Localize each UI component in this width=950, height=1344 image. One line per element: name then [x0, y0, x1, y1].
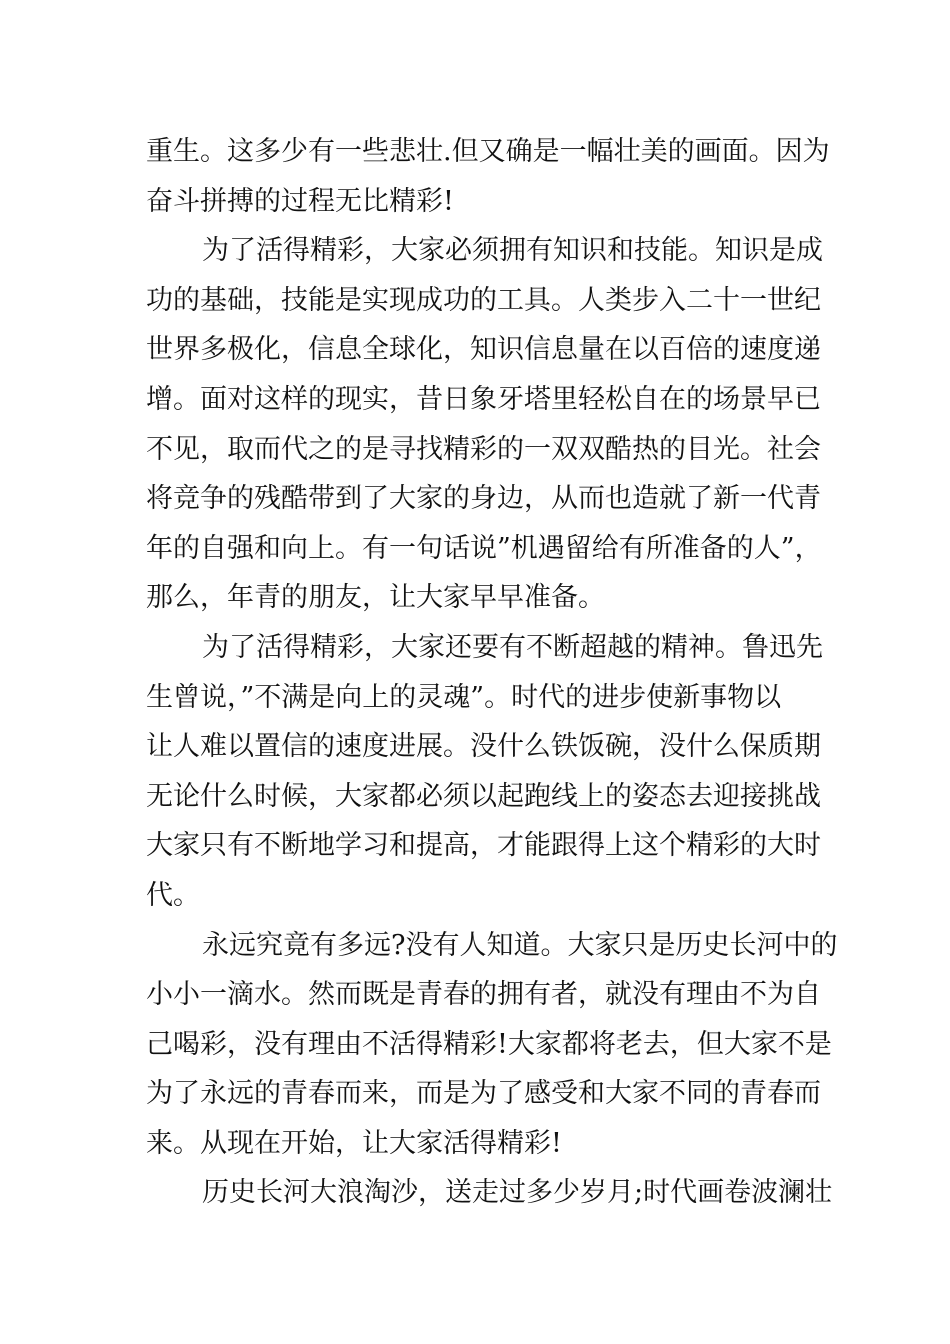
text-line: 将竞争的残酷带到了大家的身边，从而也造就了新一代青: [146, 483, 821, 515]
text-line: 年的自强和向上。有一句话说”机遇留给有所准备的人”，: [146, 532, 822, 564]
text-line: 让人难以置信的速度进展。没什么铁饭碗，没什么保质期: [146, 731, 821, 763]
document-body-text: [146, 127, 838, 1218]
text-line: 为了活得精彩，大家必须拥有知识和技能。知识是成: [202, 235, 823, 267]
text-line: 无论什么时候，大家都必须以起跑线上的姿态去迎接挑战: [146, 780, 821, 812]
text-line: 小小一滴水。然而既是青春的拥有者，就没有理由不为自: [146, 979, 821, 1011]
text-line: 增。面对这样的现实，昔日象牙塔里轻松自在的场景早已: [146, 383, 821, 415]
text-line: 为了永远的青春而来，而是为了感受和大家不同的青春而: [146, 1078, 821, 1110]
text-line: 生曾说，”不满是向上的灵魂”。时代的进步使新事物以: [146, 681, 782, 713]
text-line: 功的基础，技能是实现成功的工具。人类步入二十一世纪: [146, 284, 821, 316]
text-line: 永远究竟有多远?没有人知道。大家只是历史长河中的: [202, 929, 838, 961]
text-line: 重生。这多少有一些悲壮.但又确是一幅壮美的画面。因为: [146, 136, 830, 167]
text-line: 己喝彩，没有理由不活得精彩!大家都将老去，但大家不是: [146, 1028, 832, 1060]
text-line: 奋斗拼搏的过程无比精彩!: [146, 185, 454, 217]
text-line: 历史长河大浪淘沙，送走过多少岁月;时代画卷波澜壮: [202, 1177, 833, 1209]
text-line: 来。从现在开始，让大家活得精彩!: [146, 1127, 562, 1159]
text-line: 世界多极化，信息全球化，知识信息量在以百倍的速度递: [146, 334, 821, 366]
text-line: 为了活得精彩，大家还要有不断超越的精神。鲁迅先: [202, 631, 823, 663]
text-line: 大家只有不断地学习和提高，才能跟得上这个精彩的大时: [146, 830, 821, 862]
text-line: 那么，年青的朋友，让大家早早准备。: [146, 582, 605, 614]
text-line: 不见，取而代之的是寻找精彩的一双双酷热的目光。社会: [146, 433, 821, 465]
text-line: 代。: [146, 879, 200, 911]
